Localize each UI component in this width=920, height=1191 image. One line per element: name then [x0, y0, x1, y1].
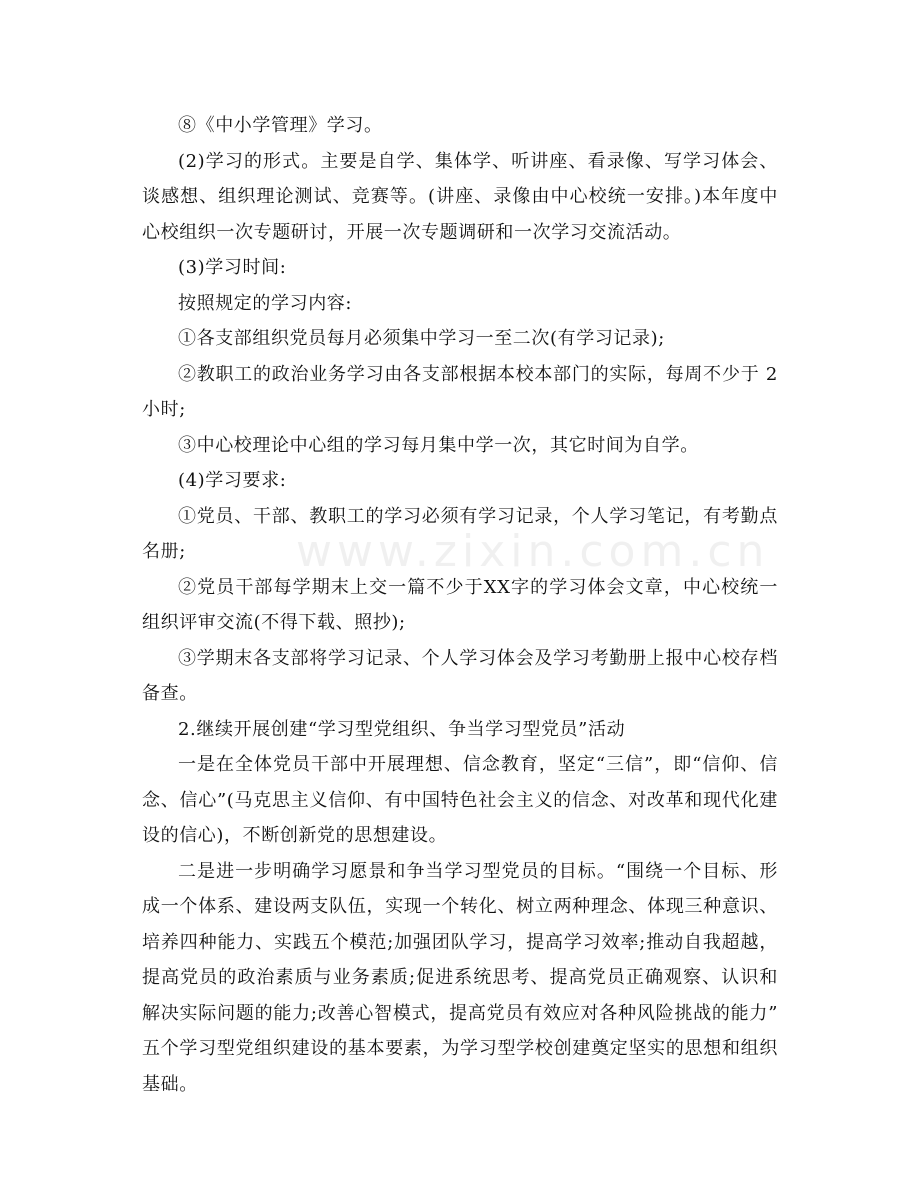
paragraph-point-one: 一是在全体党员干部中开展理想、信念教育，坚定“三信”，即“信仰、信念、信心”(马克思主义信仰、有中国特色社会主义的信念、对改革和现代化建设的信心)，不断创新党的思想建设。 — [142, 754, 778, 846]
paragraph-study-content-intro: 按照规定的学习内容: — [178, 292, 353, 314]
paragraph-requirement-3: ③学期末各支部将学习记录、个人学习体会及学习考勤册上报中心校存档备查。 — [142, 647, 778, 704]
paragraph-requirement-1: ①党员、干部、教职工的学习必须有学习记录，个人学习笔记，有考勤点名册; — [142, 505, 778, 562]
paragraph-time-item-2: ②教职工的政治业务学习由各支部根据本校本部门的实际，每周不少于 2 小时; — [142, 363, 778, 420]
paragraph-requirements-heading: (4)学习要求: — [178, 470, 287, 491]
paragraph-study-item-8: ⑧《中小学管理》学习。 — [178, 115, 383, 136]
section-heading-2: 2.继续开展创建“学习型党组织、争当学习型党员”活动 — [178, 718, 626, 740]
paragraph-study-format: (2)学习的形式。主要是自学、集体学、听讲座、看录像、写学习体会、谈感想、组织理论测试、竞赛等。(讲座、录像由中心校统一安排。)本年度中心校组织一次专题研讨，开展一次专题调研和一次学习交流活动。 — [142, 150, 778, 243]
paragraph-study-time-heading: (3)学习时间: — [178, 257, 287, 278]
paragraph-point-two: 二是进一步明确学习愿景和争当学习型党员的目标。“围绕一个目标、形成一个体系、建设两支队伍，实现一个转化、树立两种理念、体现三种意识、培养四种能力、实践五个模范;加强团队学习，提高学习效率;推动自我超越，提高党员的政治素质与业务素质;促进系统思考、提高党员正确观察、认识和解决实际问题的能力;改善心智模式，提高党员有效应对各种风险挑战的能力”五个学习型党组织建设的基本要素，为学习型学校创建奠定坚实的思想和组织基础。 — [142, 860, 779, 1095]
paragraph-requirement-2: ②党员干部每学期末上交一篇不少于XX字的学习体会文章，中心校统一组织评审交流(不得下载、照抄); — [142, 576, 778, 633]
paragraph-time-item-1: ①各支部组织党员每月必须集中学习一至二次(有学习记录); — [178, 328, 665, 349]
watermark-text: www.zixin.com.cn — [296, 526, 770, 577]
document-body — [142, 108, 778, 1102]
paragraph-time-item-3: ③中心校理论中心组的学习每月集中学一次，其它时间为自学。 — [178, 434, 699, 456]
